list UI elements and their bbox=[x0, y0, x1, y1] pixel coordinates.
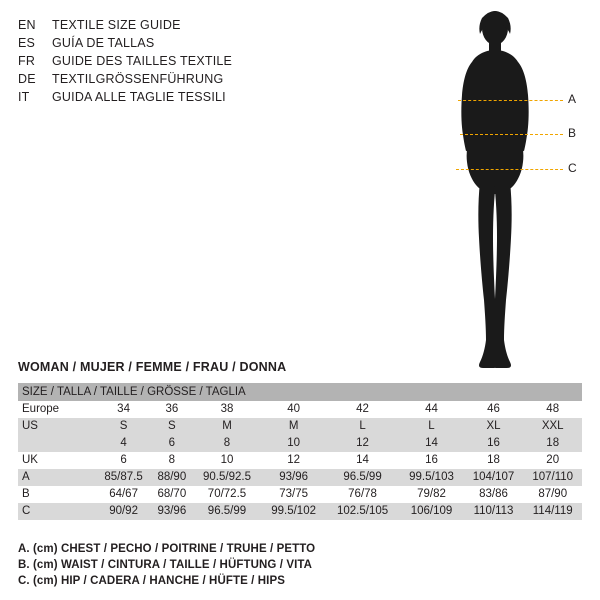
measure-label-b: B bbox=[568, 126, 577, 140]
size-table-wrapper bbox=[18, 383, 582, 520]
language-code: IT bbox=[18, 90, 30, 104]
table-row bbox=[18, 435, 582, 452]
cell: 34 bbox=[96, 401, 151, 418]
language-row bbox=[18, 16, 338, 34]
cell: 38 bbox=[193, 401, 262, 418]
row-label bbox=[18, 435, 96, 452]
measurement-notes bbox=[18, 541, 578, 589]
cell: 93/96 bbox=[261, 469, 325, 486]
language-title: GUÍA DE TALLAS bbox=[52, 36, 155, 50]
language-code: EN bbox=[18, 18, 36, 32]
cell: 16 bbox=[464, 435, 524, 452]
body-figure-area bbox=[380, 6, 595, 376]
language-list bbox=[18, 16, 338, 106]
cell: 68/70 bbox=[151, 486, 192, 503]
cell: S bbox=[96, 418, 151, 435]
cell: 44 bbox=[399, 401, 463, 418]
cell: 104/107 bbox=[464, 469, 524, 486]
row-label: US bbox=[18, 418, 96, 435]
cell: L bbox=[399, 418, 463, 435]
cell: 102.5/105 bbox=[326, 503, 400, 520]
cell: 107/110 bbox=[523, 469, 582, 486]
cell: 40 bbox=[261, 401, 325, 418]
cell: M bbox=[193, 418, 262, 435]
cell: 20 bbox=[523, 452, 582, 469]
measure-line-c bbox=[456, 169, 563, 170]
cell: 10 bbox=[193, 452, 262, 469]
measure-label-c: C bbox=[568, 161, 577, 175]
cell: 14 bbox=[326, 452, 400, 469]
cell: 70/72.5 bbox=[193, 486, 262, 503]
cell: 99.5/102 bbox=[261, 503, 325, 520]
cell: 90/92 bbox=[96, 503, 151, 520]
cell: 85/87.5 bbox=[96, 469, 151, 486]
cell: 73/75 bbox=[261, 486, 325, 503]
row-label: Europe bbox=[18, 401, 96, 418]
cell: 36 bbox=[151, 401, 192, 418]
row-label: A bbox=[18, 469, 96, 486]
cell: 83/86 bbox=[464, 486, 524, 503]
note-c: C. (cm) HIP / CADERA / HANCHE / HÜFTE / HIPS bbox=[18, 575, 286, 587]
cell: XXL bbox=[523, 418, 582, 435]
table-row bbox=[18, 401, 582, 418]
language-code: ES bbox=[18, 36, 36, 50]
table-header-label: SIZE / TALLA / TAILLE / GRÖSSE / TAGLIA bbox=[18, 383, 582, 401]
measure-line-b bbox=[460, 134, 563, 135]
cell: 106/109 bbox=[399, 503, 463, 520]
cell: 88/90 bbox=[151, 469, 192, 486]
language-code: FR bbox=[18, 54, 36, 68]
cell: 6 bbox=[96, 452, 151, 469]
table-row bbox=[18, 452, 582, 469]
cell: 10 bbox=[261, 435, 325, 452]
note-b: B. (cm) WAIST / CINTURA / TAILLE / HÜFTUNG / VITA bbox=[18, 559, 313, 571]
cell: M bbox=[261, 418, 325, 435]
cell: 12 bbox=[261, 452, 325, 469]
cell: XL bbox=[464, 418, 524, 435]
cell: 4 bbox=[96, 435, 151, 452]
cell: 96.5/99 bbox=[193, 503, 262, 520]
language-row bbox=[18, 52, 338, 70]
cell: L bbox=[326, 418, 400, 435]
cell: 6 bbox=[151, 435, 192, 452]
language-title: GUIDA ALLE TAGLIE TESSILI bbox=[52, 90, 226, 104]
cell: 16 bbox=[399, 452, 463, 469]
measure-line-a bbox=[458, 100, 563, 101]
size-table bbox=[18, 383, 582, 520]
cell: 99.5/103 bbox=[399, 469, 463, 486]
language-code: DE bbox=[18, 72, 36, 86]
language-row bbox=[18, 70, 338, 88]
table-row bbox=[18, 486, 582, 503]
language-row bbox=[18, 88, 338, 106]
cell: 79/82 bbox=[399, 486, 463, 503]
cell: 90.5/92.5 bbox=[193, 469, 262, 486]
language-row bbox=[18, 34, 338, 52]
cell: 64/67 bbox=[96, 486, 151, 503]
table-row bbox=[18, 469, 582, 486]
row-label: B bbox=[18, 486, 96, 503]
cell: 42 bbox=[326, 401, 400, 418]
cell: 48 bbox=[523, 401, 582, 418]
cell: 12 bbox=[326, 435, 400, 452]
cell: S bbox=[151, 418, 192, 435]
cell: 18 bbox=[523, 435, 582, 452]
note-a: A. (cm) CHEST / PECHO / POITRINE / TRUHE / PETTO bbox=[18, 543, 316, 555]
female-silhouette-icon bbox=[430, 6, 560, 374]
cell: 87/90 bbox=[523, 486, 582, 503]
cell: 114/119 bbox=[523, 503, 582, 520]
table-header-row bbox=[18, 383, 582, 401]
cell: 8 bbox=[151, 452, 192, 469]
table-row bbox=[18, 503, 582, 520]
cell: 93/96 bbox=[151, 503, 192, 520]
row-label: UK bbox=[18, 452, 96, 469]
cell: 18 bbox=[464, 452, 524, 469]
measure-label-a: A bbox=[568, 92, 577, 106]
cell: 96.5/99 bbox=[326, 469, 400, 486]
cell: 14 bbox=[399, 435, 463, 452]
cell: 46 bbox=[464, 401, 524, 418]
cell: 76/78 bbox=[326, 486, 400, 503]
language-title: TEXTILGRÖSSENFÜHRUNG bbox=[52, 72, 224, 86]
cell: 110/113 bbox=[464, 503, 524, 520]
cell: 8 bbox=[193, 435, 262, 452]
language-title: TEXTILE SIZE GUIDE bbox=[52, 18, 181, 32]
language-title: GUIDE DES TAILLES TEXTILE bbox=[52, 54, 233, 68]
section-title: WOMAN / MUJER / FEMME / FRAU / DONNA bbox=[18, 360, 287, 374]
row-label: C bbox=[18, 503, 96, 520]
table-row bbox=[18, 418, 582, 435]
